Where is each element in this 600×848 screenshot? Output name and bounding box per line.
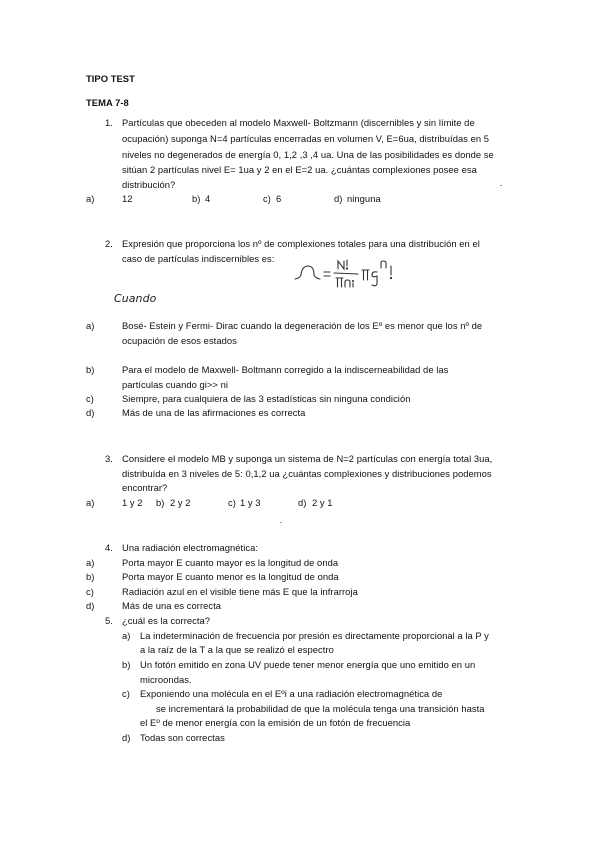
option-a: Porta mayor E cuanto mayor es la longitud de onda (122, 557, 339, 568)
option-a: 1 y 2 (122, 497, 143, 508)
option-c-line: Siempre, para cualquiera de las 3 estadísticas sin ninguna condición (122, 393, 411, 404)
option-c: Radiación azul en el visible tiene más E que la infrarroja (122, 586, 358, 597)
option-c-line: el Eº de menor energía con la emisión de un fotón de frecuencia (140, 717, 411, 728)
option-letter: b) (86, 364, 95, 375)
option-d-line: Más de una de las afirmaciones es correcta (122, 407, 306, 418)
option-c-line: se incrementará la probabilidad de que la molécula tenga una transición hasta (156, 703, 485, 714)
question-text-line: encontrar? (122, 482, 168, 493)
question-text-line: Una radiación electromagnética: (122, 542, 258, 553)
question-number: 4. (105, 542, 113, 553)
option-letter: d) (334, 193, 343, 204)
option-b: 2 y 2 (170, 497, 191, 508)
option-letter: c) (122, 688, 130, 699)
question-number: 2. (105, 238, 113, 249)
option-a-line: Bosé- Estein y Fermi- Dirac cuando la degeneración de los Eº es menor que los nº de (122, 320, 483, 331)
question-text-line: Expresión que proporciona los nº de complexiones totales para una distribución en el (122, 238, 480, 249)
question-text-line: niveles no degenerados de energía 0, 1,2 ,3 ,4 ua. Una de las posibilidades es donde se (122, 149, 494, 160)
handwritten-note: Cuando (114, 292, 157, 305)
option-d: ninguna (347, 193, 381, 204)
option-letter: b) (192, 193, 201, 204)
option-letter: b) (86, 571, 95, 582)
option-b-line: Para el modelo de Maxwell- Boltmann corregido a la indiscerneabilidad de las (122, 364, 449, 375)
option-a: 12 (122, 193, 133, 204)
option-letter: b) (156, 497, 165, 508)
option-b: 4 (205, 193, 211, 204)
stray-mark (500, 185, 502, 186)
option-letter: d) (86, 600, 95, 611)
stray-mark (280, 522, 282, 523)
option-d: 2 y 1 (312, 497, 333, 508)
question-text-line: ocupación) suponga N=4 partículas encerradas en volumen V, E=6ua, distribuídas en 5 (122, 133, 490, 144)
option-c-line: Exponiendo una molécula en el Eºi a una radiación electromagnética de (140, 688, 443, 699)
option-letter: a) (86, 557, 95, 568)
option-a-line: a la raíz de la T a la que se realizó el espectro (140, 644, 334, 655)
option-d: Más de una es correcta (122, 600, 222, 611)
option-letter: c) (86, 586, 94, 597)
option-letter: d) (298, 497, 307, 508)
question-text-line: distribución? (122, 179, 176, 190)
option-letter: a) (86, 497, 95, 508)
option-letter: a) (86, 320, 95, 331)
test-type-heading: TIPO TEST (86, 73, 135, 84)
option-b-line: partículas cuando gi>> ni (122, 379, 229, 390)
topic-heading: TEMA 7-8 (86, 97, 129, 108)
option-b-line: microondas. (140, 674, 192, 685)
option-letter: d) (122, 732, 131, 743)
question-text-line: Partículas que obeceden al modelo Maxwell- Boltzmann (discernibles y sin límite de (122, 117, 475, 128)
option-letter: d) (86, 407, 95, 418)
question-text-line: sitúan 2 partículas nivel E= 1ua y 2 en el E=2 ua. ¿cuántas complexiones posee esa (122, 164, 477, 175)
question-text-line: ¿cuál es la correcta? (122, 615, 211, 626)
option-d-line: Todas son correctas (140, 732, 225, 743)
question-number: 3. (105, 453, 113, 464)
complexions-formula (292, 257, 412, 293)
question-text-line: caso de partículas indiscernibles es: (122, 253, 275, 264)
option-a-line: ocupación de esos estados (122, 335, 237, 346)
option-letter: a) (86, 193, 95, 204)
option-letter: b) (122, 659, 131, 670)
option-c: 6 (276, 193, 282, 204)
option-letter: a) (122, 630, 131, 641)
option-b-line: Un fotón emitido en zona UV puede tener menor energía que uno emitido en un (140, 659, 476, 670)
option-letter: c) (228, 497, 236, 508)
option-a-line: La indeterminación de frecuencia por presión es directamente proporcional a la P y (140, 630, 489, 641)
question-text-line: Considere el modelo MB y suponga un sistema de N=2 partículas con energía total 3ua, (122, 453, 493, 464)
option-b: Porta mayor E cuanto menor es la longitud de onda (122, 571, 339, 582)
option-letter: c) (86, 393, 94, 404)
option-c: 1 y 3 (240, 497, 261, 508)
option-letter: c) (263, 193, 271, 204)
question-number: 5. (105, 615, 113, 626)
question-number: 1. (105, 117, 113, 128)
question-text-line: distribuída en 3 niveles de 5: 0,1,2 ua ¿cuántas complexiones y distribuciones podemos (122, 468, 492, 479)
